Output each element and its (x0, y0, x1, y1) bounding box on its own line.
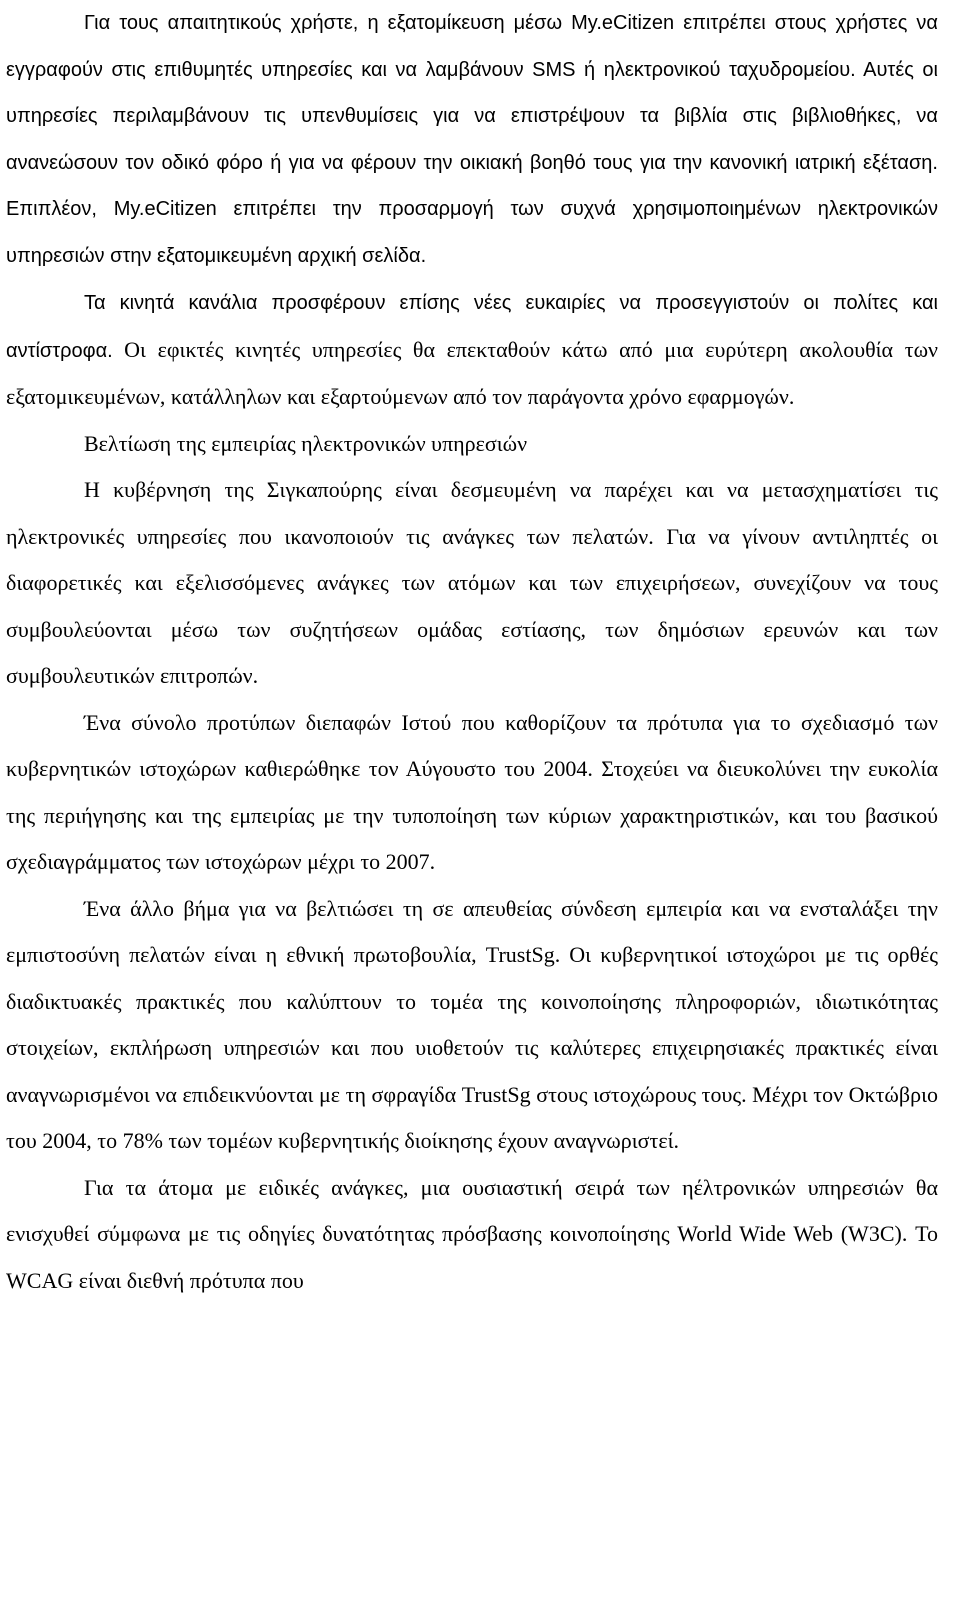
paragraph-trustsg (6, 886, 938, 1165)
paragraph-accessibility (6, 1165, 938, 1305)
section-heading (6, 421, 938, 468)
paragraph-text: Ένα άλλο βήμα για να βελτιώσει τη σε απευθείας σύνδεση εμπειρία και να ενσταλάξει την εμπιστοσύνη πελατών είναι η εθνική πρωτοβουλία, TrustSg. Οι κυβερνητικοί ιστοχώροι με τις ορθές διαδικτυακές πρακτικές που καλύπτουν το τομέα της κοινοποίησης πληροφοριών, ιδιωτικότητας στοιχείων, εκπλήρωση υπηρεσιών και που υιοθετούν τις καλύτερες επιχειρησιακές πρακτικές είναι αναγνωρισμένοι να επιδεικνύονται με τη σφραγίδα TrustSg στους ιστοχώρους τους. Μέχρι τον Οκτώβριο του 2004, το 78% των τομέων κυβερνητικής διοίκησης έχουν αναγνωριστεί. (6, 895, 938, 1153)
paragraph-text: Για τους απαιτητικούς χρήστε, η εξατομίκευση μέσω My.eCitizen επιτρέπει στους χρήστες να εγγραφούν στις επιθυμητές υπηρεσίες και να λαμβάνουν SMS ή ηλεκτρονικού ταχυδρομείου. Αυτές οι υπηρεσίες περιλαμβάνουν τις υπενθυμίσεις για να επιστρέψουν τα βιβλία στις βιβλιοθήκες, να ανανεώσουν τον οδικό φόρο ή για να φέρουν την οικιακή βοηθό τους για την κανονική ιατρική εξέταση. Επιπλέον, My.eCitizen επιτρέπει την προσαρμογή των συχνά χρησιμοποιημένων ηλεκτρονικών υπηρεσιών στην εξατομικευμένη αρχική σελίδα. (6, 12, 938, 267)
paragraph-government-commitment (6, 467, 938, 700)
paragraph-web-interface-standards (6, 700, 938, 886)
paragraph-text: Ένα σύνολο προτύπων διεπαφών Ιστού που καθορίζουν τα πρότυπα για το σχεδιασμό των κυβερνητικών ιστοχώρων καθιερώθηκε τον Αύγουστο του 2004. Στοχεύει να διευκολύνει την ευκολία της περιήγησης και της εμπειρίας με την τυποποίηση των κύριων χαρακτηριστικών, και του βασικού σχεδιαγράμματος των ιστοχώρων μέχρι το 2007. (6, 709, 938, 874)
document-page (6, 0, 938, 1304)
paragraph-text: Για τα άτομα με ειδικές ανάγκες, μια ουσιαστική σειρά των ηέλτρονικών υπηρεσιών θα ενισχυθεί σύμφωνα με τις οδηγίες δυνατότητας πρόσβασης κοινοποίησης World Wide Web (W3C). Το WCAG είναι διεθνή πρότυπα που (6, 1174, 938, 1293)
heading-text: Βελτίωση της εμπειρίας ηλεκτρονικών υπηρεσιών (84, 430, 528, 456)
paragraph-text: Η κυβέρνηση της Σιγκαπούρης είναι δεσμευμένη να παρέχει και να μετασχηματίσει τις ηλεκτρονικές υπηρεσίες που ικανοποιούν τις ανάγκες των πελατών. Για να γίνουν αντιληπτές οι διαφορετικές και εξελισσόμενες ανάγκες των ατόμων και των επιχειρήσεων, συνεχίζουν να τους συμβουλεύονται μέσω των συζητήσεων ομάδας εστίασης, των δημόσιων ερευνών και των συμβουλευτικών επιτροπών. (6, 477, 938, 688)
paragraph-my-ecitizen (6, 0, 938, 279)
paragraph-text: Οι εφικτές κινητές υπηρεσίες θα επεκταθούν κάτω από μια ευρύτερη ακολουθία των εξατομικευμένων, κατάλληλων και εξαρτούμενων από τον παράγοντα χρόνο εφαρμογών. (6, 336, 938, 409)
paragraph-text: Τα κινητά κανάλια προσφέρουν επίσης νέες ευκαιρίες να προσεγγιστούν οι πολίτες και αντίστροφα. (6, 292, 938, 362)
paragraph-mobile-channels (6, 279, 938, 421)
